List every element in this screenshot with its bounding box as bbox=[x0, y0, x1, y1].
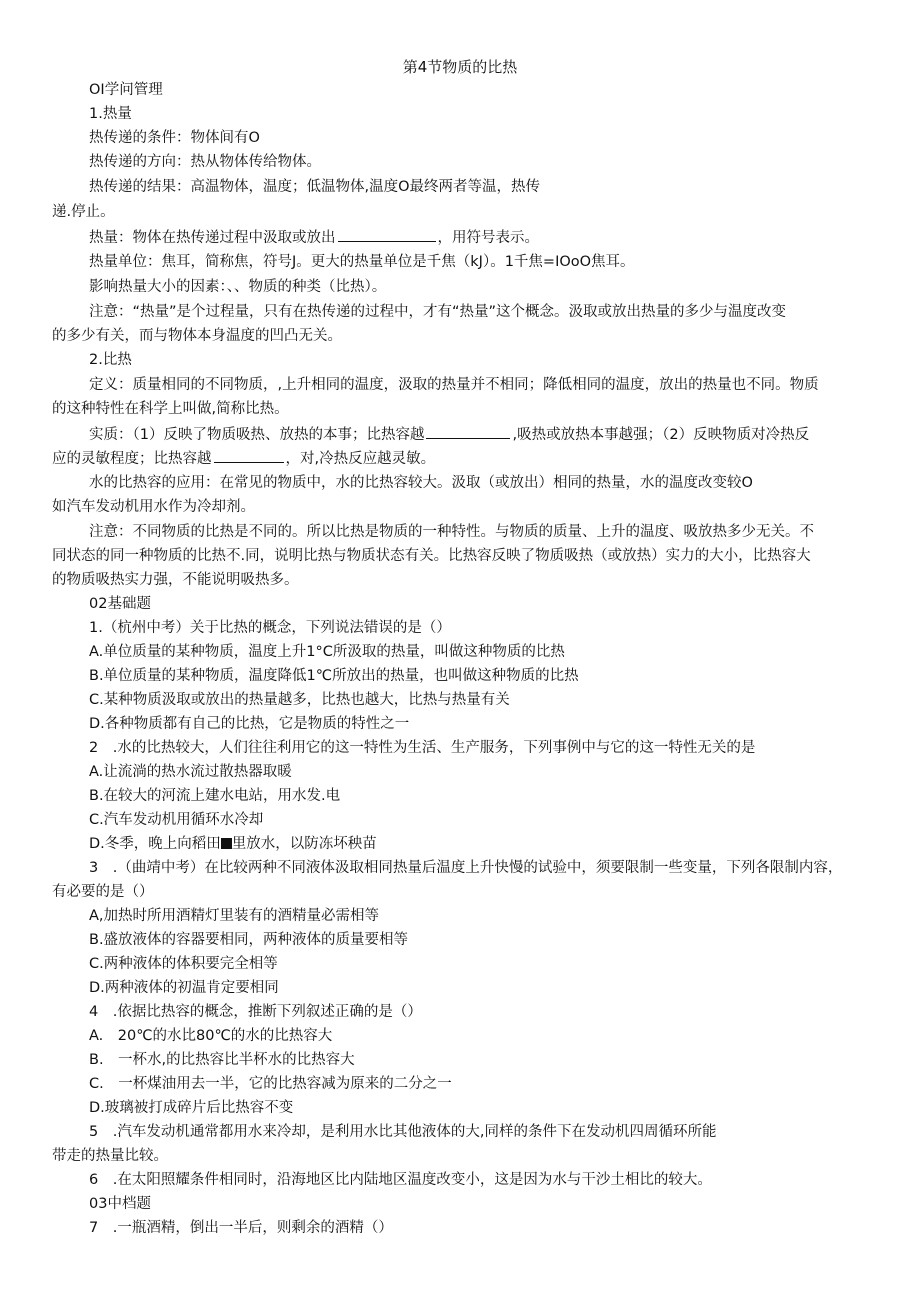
text-line: 热传递的方向：热从物体传给物体。 bbox=[89, 154, 321, 170]
option-c: C.两种液体的体积要完全相等 bbox=[89, 956, 278, 972]
text-line: 影响热量大小的因素：、、物质的种类（比热）。 bbox=[89, 279, 387, 295]
question-stem: 3 .（曲靖中考）在比较两种不同液体汲取相同热量后温度上升快慢的试验中，须要限制一些变量，下列各限制内容， bbox=[89, 860, 843, 876]
question-stem: 2 .水的比热较大，人们往往利用它的这一特性为生活、生产服务，下列事例中与它的这一特性无关的是 bbox=[89, 740, 756, 756]
question-stem: 5 .汽车发动机通常都用水来冷却，是利用水比其他液体的大,同样的条件下在发动机四周循环所能 bbox=[89, 1124, 717, 1140]
text-span: 热量：物体在热传递过程中汲取或放出 bbox=[89, 230, 336, 246]
option-c: C.汽车发动机用循环水冷却 bbox=[89, 812, 264, 828]
question-stem: 有必要的是（） bbox=[52, 884, 154, 900]
text-line bbox=[52, 448, 435, 469]
text-line: 递.停止。 bbox=[52, 204, 115, 220]
text-span: ,吸热或放热本事越强；（2）反映物质对冷热反 bbox=[512, 427, 810, 443]
fill-blank bbox=[214, 448, 284, 463]
text-line bbox=[89, 424, 809, 445]
text-line: 同状态的同一种物质的比热不.同，说明比热与物质状态有关。比热容反映了物质吸热（或放热）实力的大小，比热容大 bbox=[52, 548, 811, 564]
subsection-heading: 2.比热 bbox=[89, 352, 132, 368]
option-c: C.某种物质汲取或放出的热量越多，比热也越大，比热与热量有关 bbox=[89, 692, 510, 708]
question-stem: 4 .依据比热容的概念，推断下列叙述正确的是（） bbox=[89, 1004, 422, 1020]
section-heading: OI学问管理 bbox=[89, 82, 163, 98]
subsection-heading: 1.热量 bbox=[89, 106, 132, 122]
text-line: 热传递的结果：高温物体，温度；低温物体,温度O最终两者等温，热传 bbox=[89, 179, 541, 195]
text-span: ，对,冷热反应越灵敏。 bbox=[285, 451, 436, 467]
fill-blank bbox=[338, 227, 436, 242]
option-a: A.单位质量的某种物质，温度上升1°C所汲取的热量，叫做这种物质的比热 bbox=[89, 644, 565, 660]
text-span: 应的灵敏程度；比热容越 bbox=[52, 451, 212, 467]
question-stem: 带走的热量比较。 bbox=[52, 1148, 168, 1164]
text-line: 热量单位：焦耳，简称焦，符号J。更大的热量单位是千焦（kJ）。1千焦=IOoO焦耳。 bbox=[89, 254, 635, 270]
option-a: A. 20℃的水比80℃的水的比热容大 bbox=[89, 1028, 333, 1044]
option-d: D.各种物质都有自己的比热，它是物质的特性之一 bbox=[89, 716, 410, 732]
question-stem: 6 .在太阳照耀条件相同时，沿海地区比内陆地区温度改变小，这是因为水与干沙土相比的较大。 bbox=[89, 1172, 712, 1188]
text-line: 水的比热容的应用：在常见的物质中，水的比热容较大。汲取（或放出）相同的热量，水的温度改变较O bbox=[89, 475, 753, 491]
text-line: 注意：“热量”是个过程量，只有在热传递的过程中，才有“热量”这个概念。汲取或放出热量的多少与温度改变 bbox=[89, 304, 787, 320]
text-line bbox=[89, 227, 539, 248]
text-span: D.冬季，晚上向稻田 bbox=[89, 836, 221, 852]
option-a: A,加热时所用酒精灯里装有的酒精量必需相等 bbox=[89, 908, 380, 924]
option-a: A.让流淌的热水流过散热器取暖 bbox=[89, 764, 292, 780]
text-span: 里放水，以防冻坏秧苗 bbox=[231, 836, 377, 852]
text-line: 的多少有关，而与物体本身温度的凹凸无关。 bbox=[52, 328, 342, 344]
option-c: C. 一杯煤油用去一半，它的比热容减为原来的二分之一 bbox=[89, 1076, 452, 1092]
text-line: 的物质吸热实力强，不能说明吸热多。 bbox=[52, 572, 299, 588]
black-square-glyph bbox=[221, 838, 232, 849]
text-span: 实质：（1）反映了物质吸热、放热的本事；比热容越 bbox=[89, 427, 425, 443]
option-d: D.玻璃被打成碎片后比热容不变 bbox=[89, 1100, 294, 1116]
option-b: B.在较大的河流上建水电站，用水发.电 bbox=[89, 788, 341, 804]
option-d: D.两种液体的初温肯定要相同 bbox=[89, 980, 279, 996]
fill-blank bbox=[426, 424, 510, 439]
page-title: 第4节物质的比热 bbox=[402, 58, 518, 76]
option-d bbox=[89, 834, 377, 854]
option-b: B. 一杯水,的比热容比半杯水的比热容大 bbox=[89, 1052, 355, 1068]
option-b: B.单位质量的某种物质，温度降低1℃所放出的热量，也叫做这种物质的比热 bbox=[89, 668, 579, 684]
text-line: 如汽车发动机用水作为冷却剂。 bbox=[52, 499, 255, 515]
section-heading: 03中档题 bbox=[89, 1196, 151, 1212]
text-line: 注意：不同物质的比热是不同的。所以比热是物质的一种特性。与物质的质量、上升的温度、吸放热多少无关。不 bbox=[89, 524, 814, 540]
question-stem: 1.（杭州中考）关于比热的概念，下列说法错误的是（） bbox=[89, 620, 451, 636]
section-heading: 02基础题 bbox=[89, 596, 151, 612]
text-line: 热传递的条件：物体间有O bbox=[89, 130, 260, 146]
text-span: ，用符号表示。 bbox=[437, 230, 539, 246]
option-b: B.盛放液体的容器要相同，两种液体的质量要相等 bbox=[89, 932, 409, 948]
text-line: 定义：质量相同的不同物质，,上升相同的温度，汲取的热量并不相同；降低相同的温度，放出的热量也不同。物质 bbox=[89, 377, 819, 393]
text-line: 的这种特性在科学上叫做,简称比热。 bbox=[52, 401, 289, 417]
question-stem: 7 .一瓶酒精，倒出一半后，则剩余的酒精（） bbox=[89, 1220, 393, 1236]
